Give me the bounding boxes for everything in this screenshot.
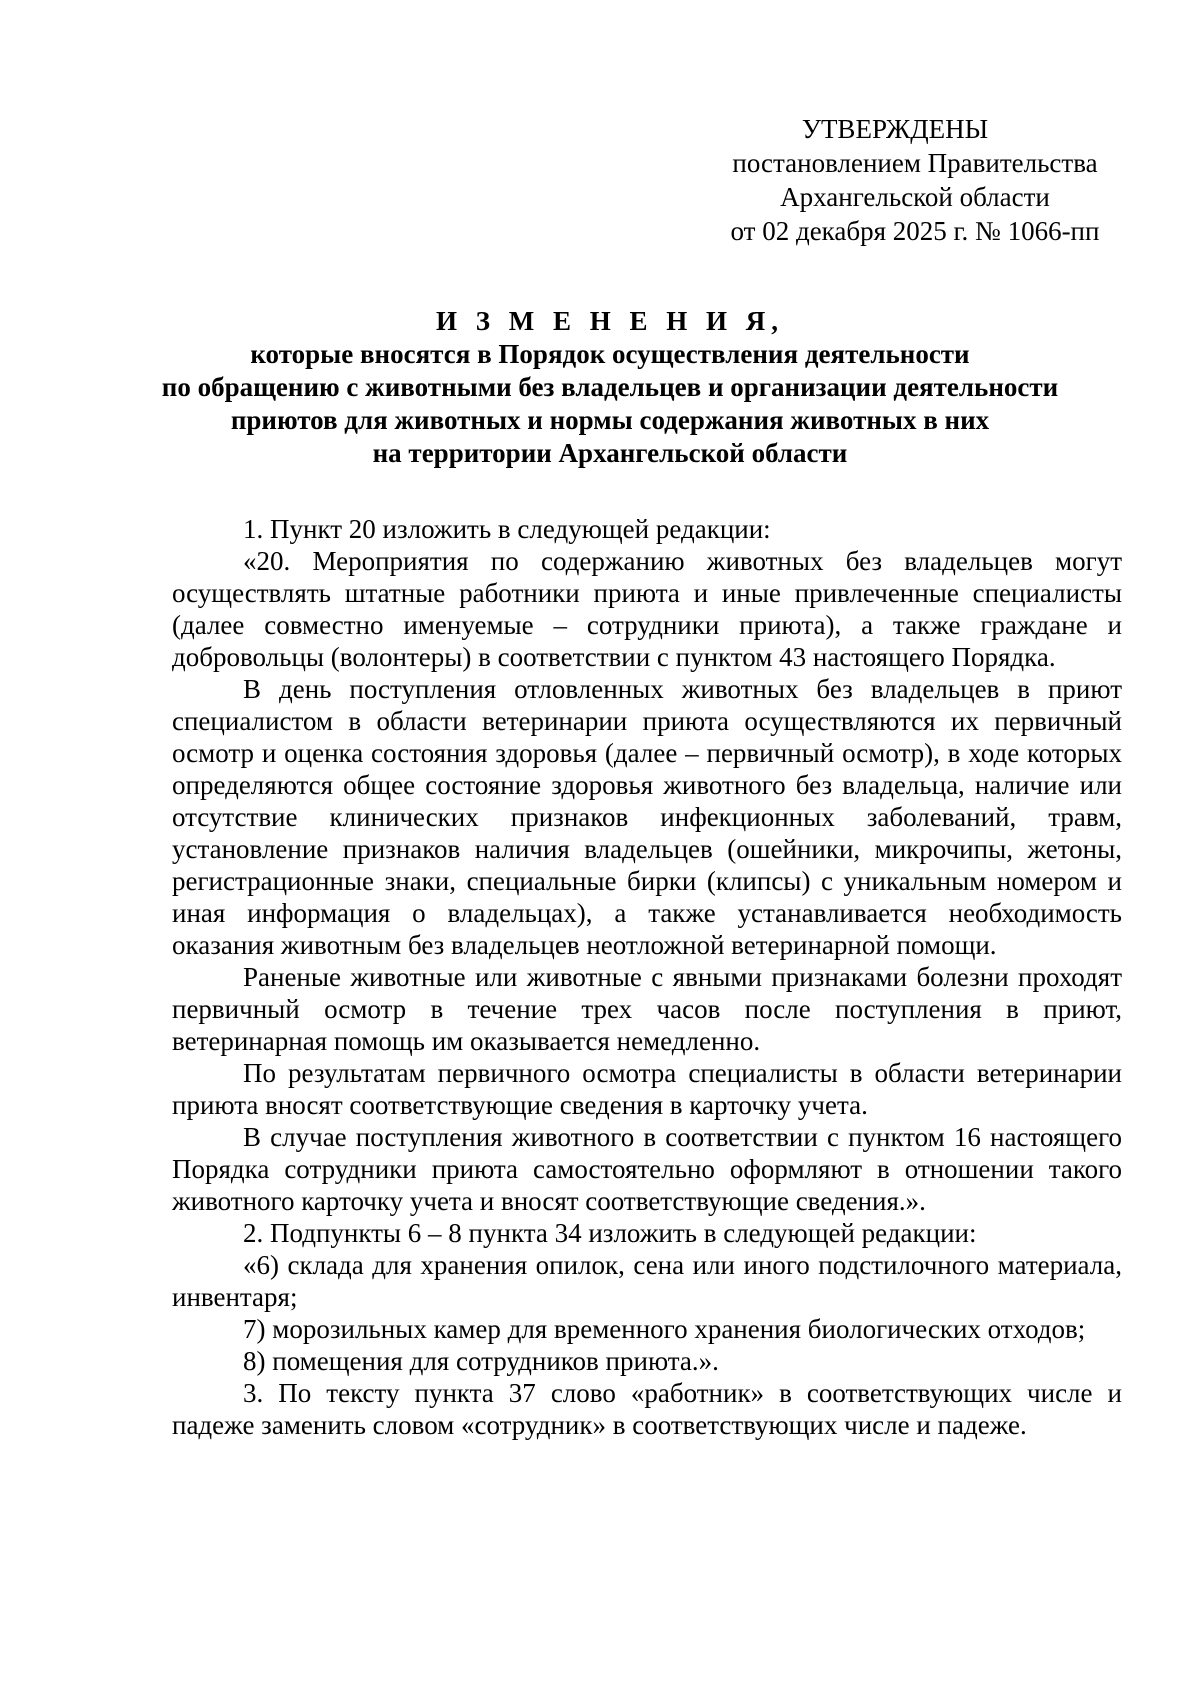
paragraph-item-1: 1. Пункт 20 изложить в следующей редакции:	[243, 514, 771, 544]
paragraph-point-16-case: В случае поступления животного в соответствии с пунктом 16 настоящего Порядка сотрудники приюта самостоятельно оформляют в отношении такого животного карточку учета и вносят соответствующие сведения.».	[172, 1122, 1122, 1216]
approval-issuer: постановлением Правительства	[732, 148, 1098, 178]
document-body	[172, 513, 1122, 1441]
paragraph-item-2: 2. Подпункты 6 – 8 пункта 34 изложить в следующей редакции:	[243, 1218, 977, 1248]
title-line-1: которые вносятся в Порядок осуществления деятельности	[250, 339, 970, 369]
paragraph-injured-animals: Раненые животные или животные с явными признаками болезни проходят первичный осмотр в течение трех часов после поступления в приют, ветеринарная помощь им оказывается немедленно.	[172, 962, 1122, 1056]
paragraph-subitem-8: 8) помещения для сотрудников приюта.».	[243, 1346, 719, 1376]
paragraph-initial-exam: В день поступления отловленных животных без владельцев в приют специалистом в области ветеринарии приюта осуществляются их первичный осмотр и оценка состояния здоровья (далее – первичный осмотр), в ходе которых определяются общее состояние здоровья животного без владельца, наличие или отсутствие клинических признаков инфекционных заболеваний, травм, установление признаков наличия владельцев (ошейники, микрочипы, жетоны, регистрационные знаки, специальные бирки (клипсы) с уникальным номером и иная информация о владельцах), а также устанавливается необходимость оказания животным без владельцев неотложной ветеринарной помощи.	[172, 674, 1122, 960]
paragraph-subitem-6: «6) склада для хранения опилок, сена или иного подстилочного материала, инвентаря;	[172, 1250, 1122, 1312]
title-line-2: по обращению с животными без владельцев и организации деятельности	[161, 372, 1059, 402]
document-title	[150, 305, 1070, 470]
approval-date-number: от 02 декабря 2025 г. № 1066-пп	[730, 216, 1100, 246]
title-main: И З М Е Н Е Н И Я,	[435, 306, 784, 336]
paragraph-exam-results: По результатам первичного осмотра специалисты в области ветеринарии приюта вносят соответствующие сведения в карточку учета.	[172, 1058, 1122, 1120]
paragraph-item-3: 3. По тексту пункта 37 слово «работник» в соответствующих числе и падеже заменить словом «сотрудник» в соответствующих числе и падеже.	[172, 1378, 1122, 1440]
approval-stamp	[700, 112, 1130, 248]
title-line-3: приютов для животных и нормы содержания животных в них	[230, 405, 990, 435]
paragraph-point-20: «20. Мероприятия по содержанию животных без владельцев могут осуществлять штатные работники приюта и иные привлеченные специалисты (далее совместно именуемые – сотрудники приюта), а также граждане и добровольцы (волонтеры) в соответствии с пунктом 43 настоящего Порядка.	[172, 546, 1122, 672]
approval-region: Архангельской области	[780, 182, 1050, 212]
title-line-4: на территории Архангельской области	[372, 438, 848, 468]
approval-title: УТВЕРЖДЕНЫ	[801, 114, 989, 144]
paragraph-subitem-7: 7) морозильных камер для временного хранения биологических отходов;	[243, 1314, 1086, 1344]
